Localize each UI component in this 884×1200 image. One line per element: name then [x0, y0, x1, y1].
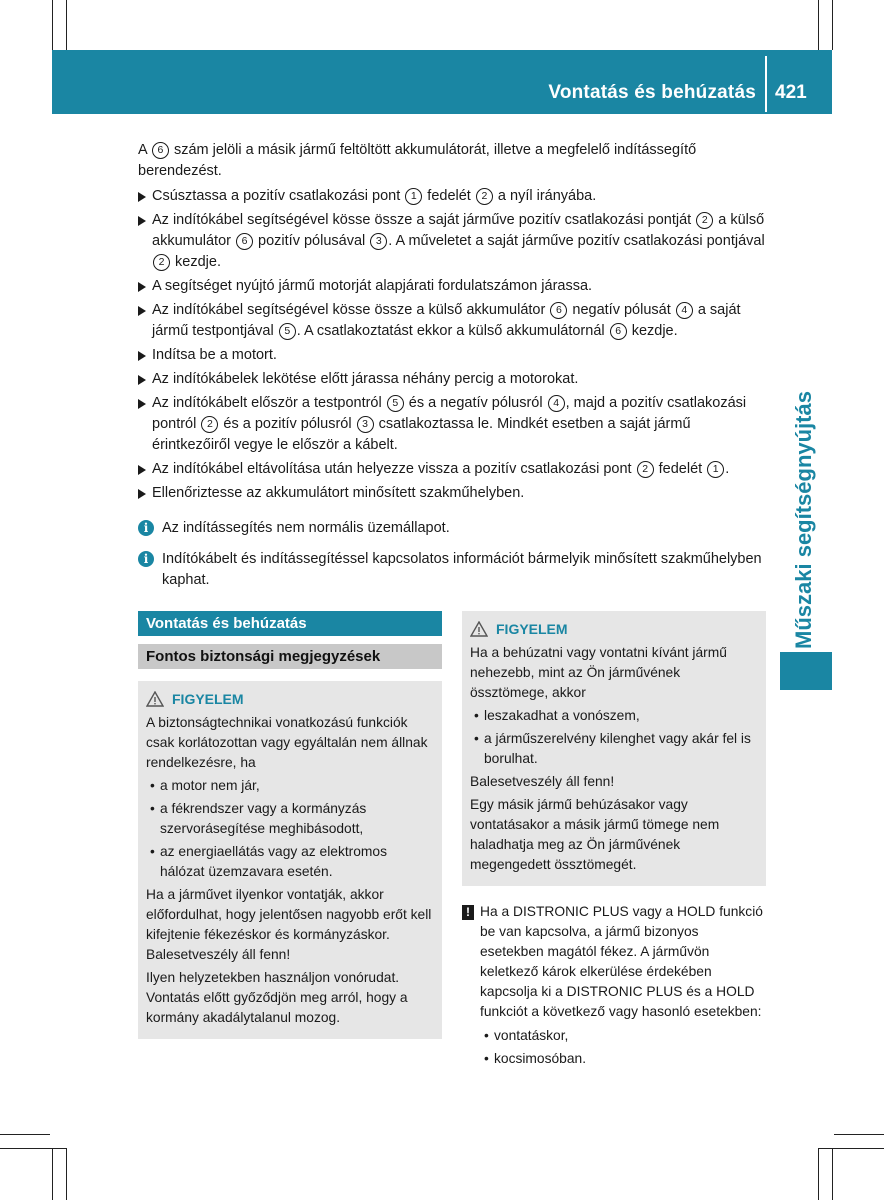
- step-text: Az indítókábel eltávolítása után helyezze vissza a pozitív csatlakozási pont: [152, 461, 632, 477]
- crop-mark: [834, 1134, 884, 1135]
- step-text: Az indítókábelt először a testpontról: [152, 395, 382, 411]
- arrow-bullet-icon: [138, 306, 146, 316]
- callout-number: 6: [236, 233, 253, 250]
- crop-mark: [66, 1148, 67, 1200]
- step-text: negatív pólusát: [572, 302, 671, 318]
- left-column: [138, 611, 442, 1039]
- crop-mark: [52, 0, 53, 50]
- warning-triangle-icon: [470, 621, 488, 637]
- warning-paragraph: Balesetveszély áll fenn!: [470, 774, 615, 789]
- warning-label: FIGYELEM: [172, 691, 244, 707]
- warning-bullet: • az energiaellátás vagy az elektromos hálózat üzemzavara esetén.: [146, 842, 434, 882]
- side-tab-marker: [780, 652, 832, 690]
- caution-note: [462, 902, 766, 1069]
- arrow-bullet-icon: [138, 489, 146, 499]
- arrow-bullet-icon: [138, 375, 146, 385]
- step-text: és a negatív pólusról: [408, 395, 543, 411]
- warning-bullet: • a járműszerelvény kilenghet vagy akár fel is borulhat.: [470, 729, 758, 769]
- crop-mark: [832, 1148, 833, 1200]
- arrow-bullet-icon: [138, 192, 146, 202]
- crop-mark: [818, 1148, 884, 1149]
- callout-number: 6: [152, 142, 169, 159]
- step-item: [138, 483, 768, 504]
- callout-number: 2: [637, 461, 654, 478]
- crop-mark: [0, 1134, 50, 1135]
- step-text: . A műveletet a saját járműve pozitív csatlakozási pontjával: [388, 233, 765, 249]
- callout-number: 6: [610, 323, 627, 340]
- crop-mark: [66, 0, 67, 50]
- exclamation-icon: !: [462, 905, 474, 920]
- crop-mark: [0, 1148, 66, 1149]
- intro-word: A: [138, 142, 147, 158]
- warning-header: [146, 689, 434, 709]
- caution-note-text: Ha a DISTRONIC PLUS vagy a HOLD funkció be van kapcsolva, a jármű bizonyos esetekben magától fékez. A járművön keletkező károk elkerülése érdekében kapcsolja ki a DISTRONIC PLUS és a HOLD funkciót a következő vagy hasonló esetekben:: [480, 904, 763, 1019]
- warning-header: [470, 619, 758, 639]
- step-text: fedelét: [658, 461, 703, 477]
- step-text: Csúsztassa a pozitív csatlakozási pont: [152, 188, 401, 204]
- step-text: Az indítókábel segítségével kösse össze a saját járműve pozitív csatlakozási pontját: [152, 212, 692, 228]
- arrow-bullet-icon: [138, 282, 146, 292]
- note-bullet: • vontatáskor,: [480, 1026, 766, 1046]
- right-column: [462, 611, 766, 1072]
- main-body: [138, 140, 768, 599]
- warning-box: [462, 611, 766, 886]
- step-text: a külső akkumulátor: [152, 212, 765, 249]
- step-item: [138, 345, 768, 366]
- arrow-bullet-icon: [138, 351, 146, 361]
- step-text: kezdje.: [631, 323, 678, 339]
- warning-intro: Ha a behúzatni vagy vontatni kívánt jármű nehezebb, mint az Ön járművének össztömege, akkor: [470, 645, 727, 700]
- step-text: Az indítókábelek lekötése előtt járassa néhány percig a motorokat.: [152, 371, 579, 387]
- intro-text: szám jelöli a másik jármű feltöltött akkumulátorát, illetve a megfelelő indítássegítő berendezést.: [138, 142, 697, 179]
- arrow-bullet-icon: [138, 465, 146, 475]
- step-item: [138, 186, 768, 207]
- warning-box: [138, 681, 442, 1039]
- info-icon: i: [138, 551, 154, 567]
- step-text: , majd a pozitív csatlakozási pontról: [152, 395, 747, 432]
- warning-bullet: • a fékrendszer vagy a kormányzás szervorásegítése meghibásodott,: [146, 799, 434, 839]
- callout-number: 2: [476, 188, 493, 205]
- callout-number: 4: [548, 395, 565, 412]
- arrow-bullet-icon: [138, 399, 146, 409]
- warning-triangle-icon: [146, 691, 164, 707]
- info-icon: i: [138, 520, 154, 536]
- info-note: [138, 549, 768, 591]
- crop-mark: [818, 0, 819, 50]
- warning-paragraph: Ha a járművet ilyenkor vontatják, akkor előfordulhat, hogy jelentősen nagyobb erőt kell kifejtenie fékezéskor és kormányzáskor. Balesetveszély áll fenn!: [146, 887, 432, 962]
- info-note: [138, 518, 768, 539]
- step-item: [138, 459, 768, 480]
- side-tab: [778, 390, 830, 650]
- crop-mark: [818, 1148, 819, 1200]
- crop-mark: [52, 1148, 53, 1200]
- warning-bullet: • leszakadhat a vonószem,: [470, 706, 758, 726]
- warning-paragraph: Egy másik jármű behúzásakor vagy vontatásakor a másik jármű tömege nem haladhatja meg az Ön járművének megengedett össztömegét.: [470, 797, 720, 872]
- warning-label: FIGYELEM: [496, 621, 568, 637]
- side-tab-label: Műszaki segítségnyújtás: [791, 391, 816, 649]
- callout-number: 5: [279, 323, 296, 340]
- step-item: [138, 369, 768, 390]
- step-item: [138, 300, 768, 342]
- note-bullet: • kocsimosóban.: [480, 1049, 766, 1069]
- header-divider: [765, 56, 767, 112]
- info-note-text: Indítókábelt és indítássegítéssel kapcsolatos információt bármelyik minősített szakműhelyben kaphat.: [162, 551, 762, 588]
- step-text: kezdje.: [175, 254, 221, 270]
- step-item: [138, 210, 768, 273]
- page-title: Vontatás és behúzatás: [548, 82, 756, 103]
- crop-mark: [832, 0, 833, 50]
- callout-number: 3: [357, 416, 374, 433]
- step-text: . A csatlakoztatást ekkor a külső akkumulátornál: [296, 323, 605, 339]
- callout-number: 5: [387, 395, 404, 412]
- step-text: fedelét: [427, 188, 471, 204]
- section-title: Vontatás és behúzatás: [138, 611, 442, 636]
- step-text: A segítséget nyújtó jármű motorját alapjárati fordulatszámon járassa.: [152, 278, 593, 294]
- step-text: a saját jármű testpontjával: [152, 302, 741, 339]
- callout-number: 4: [676, 302, 693, 319]
- step-text: és a pozitív pólusról: [223, 416, 352, 432]
- arrow-bullet-icon: [138, 216, 146, 226]
- callout-number: 2: [153, 254, 170, 271]
- step-item: [138, 276, 768, 297]
- info-note-text: Az indítássegítés nem normális üzemállapot.: [162, 520, 450, 536]
- step-text: .: [725, 461, 730, 477]
- callout-number: 2: [201, 416, 218, 433]
- step-text: a nyíl irányába.: [497, 188, 597, 204]
- step-text: csatlakoztassa le. Mindkét esetben a saját jármű érintkezőiről vegye le először a kábelt.: [152, 416, 691, 453]
- page-number: 421: [775, 82, 807, 103]
- callout-number: 3: [370, 233, 387, 250]
- callout-number: 1: [405, 188, 422, 205]
- step-item: [138, 393, 768, 456]
- step-text: Ellenőriztesse az akkumulátort minősített szakműhelyben.: [152, 485, 525, 501]
- intro-paragraph: [138, 140, 768, 182]
- callout-number: 1: [707, 461, 724, 478]
- warning-paragraph: Ilyen helyzetekben használjon vonórudat. Vontatás előtt győződjön meg arról, hogy a kormány akadálytalanul mozog.: [146, 970, 408, 1025]
- step-text: pozitív pólusával: [258, 233, 366, 249]
- warning-intro: A biztonságtechnikai vonatkozású funkciók csak korlátozottan vagy egyáltalán nem állnak rendelkezésre, ha: [146, 715, 428, 770]
- callout-number: 6: [550, 302, 567, 319]
- warning-bullet: • a motor nem jár,: [146, 776, 434, 796]
- step-text: Indítsa be a motort.: [152, 347, 277, 363]
- subsection-title: Fontos biztonsági megjegyzések: [138, 644, 442, 669]
- step-text: Az indítókábel segítségével kösse össze a külső akkumulátor: [152, 302, 546, 318]
- callout-number: 2: [696, 212, 713, 229]
